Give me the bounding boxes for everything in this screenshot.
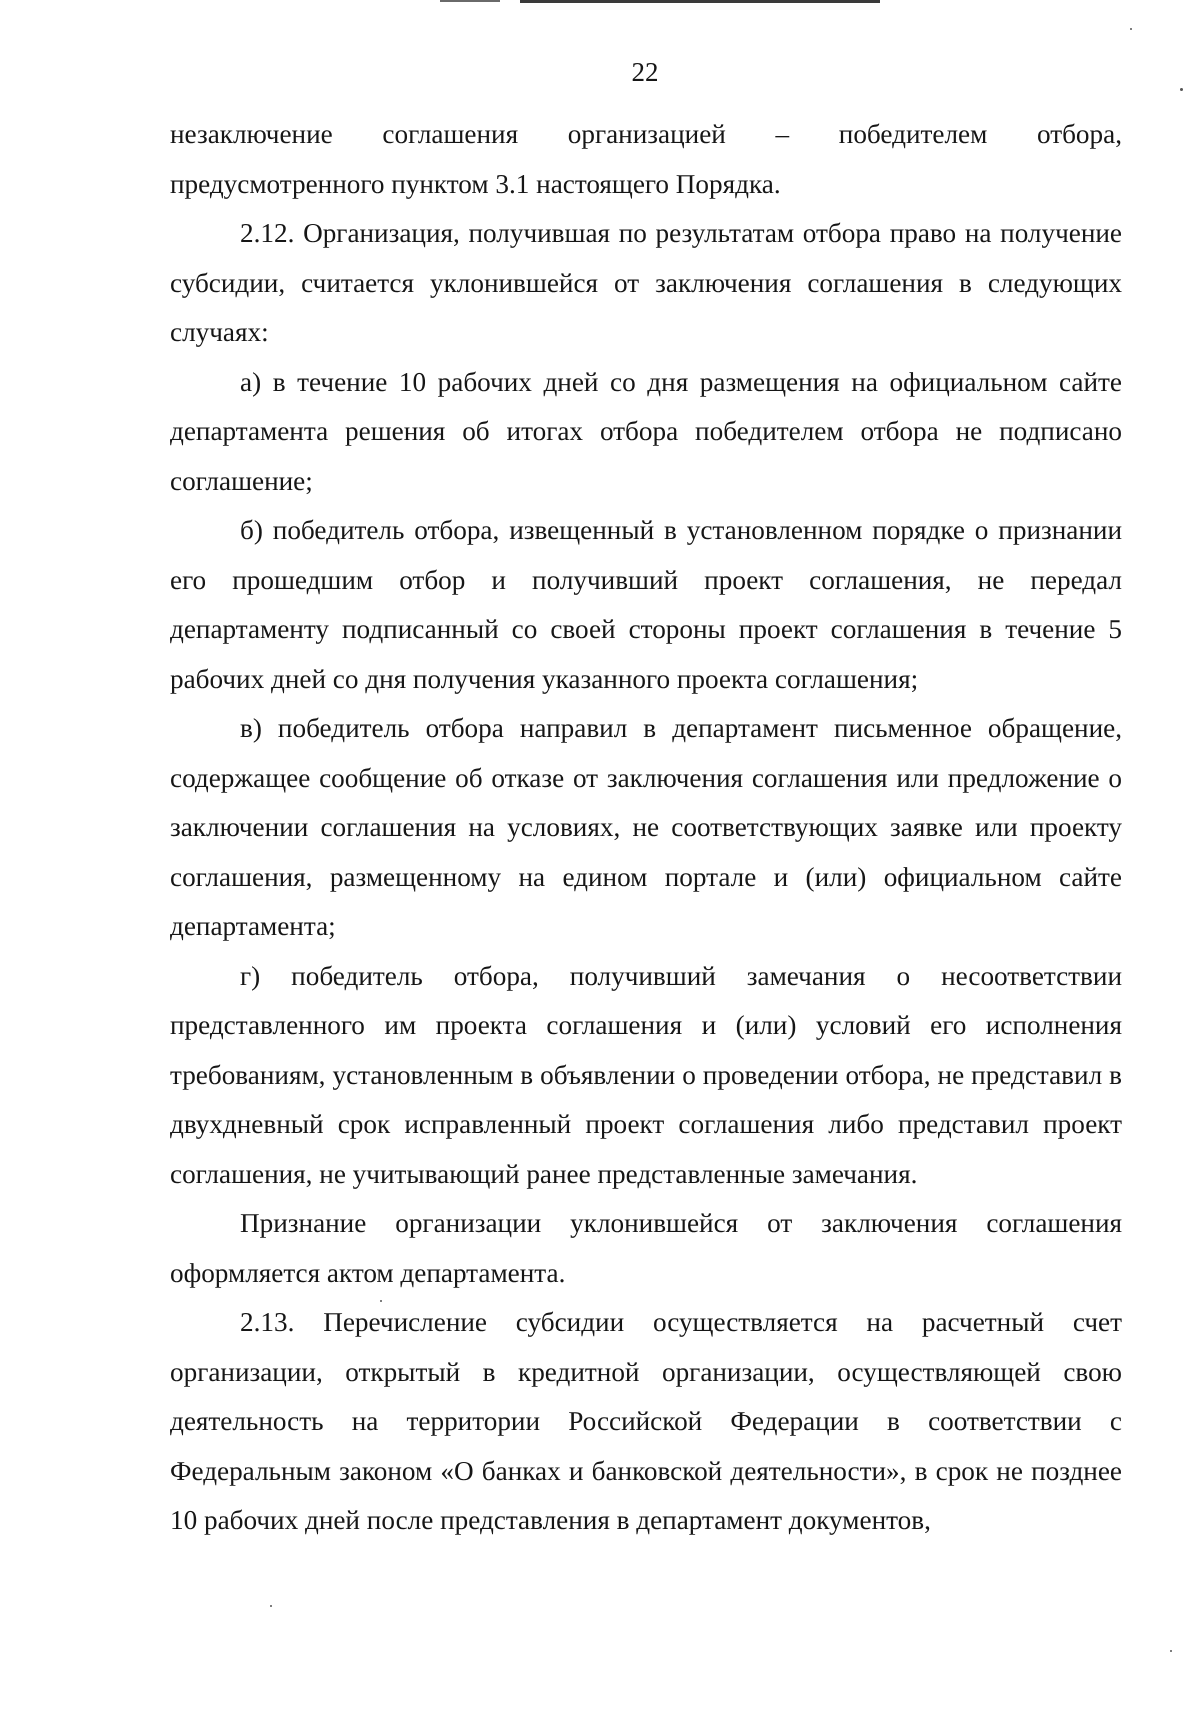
paragraph-item-a: а) в течение 10 рабочих дней со дня размещения на официальном сайте департамента решения об итогах отбора победителем отбора не подписано соглашение; [170, 366, 1122, 496]
paragraph-2-13: 2.13. Перечисление субсидии осуществляется на расчетный счет организации, открытый в кредитной организации, осуществляющей свою деятельность на территории Российской Федерации в соответствии с Федеральным законом «О банках и банковской деятельности», в срок не позднее 10 рабочих дней после представления в департамент документов, [170, 1307, 1122, 1535]
paragraph-2-12: 2.12. Организация, получившая по результатам отбора право на получение субсидии, считается уклонившейся от заключения соглашения в следующих случаях: [170, 218, 1122, 347]
paragraph-item-v: в) победитель отбора направил в департамент письменное обращение, содержащее сообщение об отказе от заключения соглашения или предложение о заключении соглашения на условиях, не соответствующих заявке или проекту соглашения, размещенному на едином портале и (или) официальном сайте департамента; [170, 713, 1122, 941]
paragraph-item-g: г) победитель отбора, получивший замечания о несоответствии представленного им проекта соглашения и (или) условий его исполнения требованиям, установленным в объявлении о проведении отбора, не представил в двухдневный срок исправленный проект соглашения либо представил проект соглашения, не учитывающий ранее представленные замечания. [170, 960, 1122, 1189]
paragraph-recognition: Признание организации уклонившейся от заключения соглашения оформляется актом департамента. [170, 1208, 1122, 1288]
paragraph-continuation: незаключение соглашения организацией – победителем отбора, предусмотренного пунктом 3.1 настоящего Порядка. [170, 119, 1122, 199]
top-scan-rule [520, 0, 880, 3]
scan-speck [1180, 88, 1183, 91]
document-body [170, 110, 1122, 1546]
paragraph-item-b: б) победитель отбора, извещенный в установленном порядке о признании его прошедшим отбор и получивший проект соглашения, не передал департаменту подписанный со своей стороны проект соглашения в течение 5 рабочих дней со дня получения указанного проекта соглашения; [170, 515, 1122, 694]
scan-speck [380, 1300, 382, 1302]
page-number: 22 [631, 57, 659, 87]
top-scan-rule-fragment [440, 0, 500, 2]
scan-speck [270, 1605, 272, 1607]
scan-speck [1130, 28, 1132, 30]
scan-speck [1170, 1650, 1172, 1652]
